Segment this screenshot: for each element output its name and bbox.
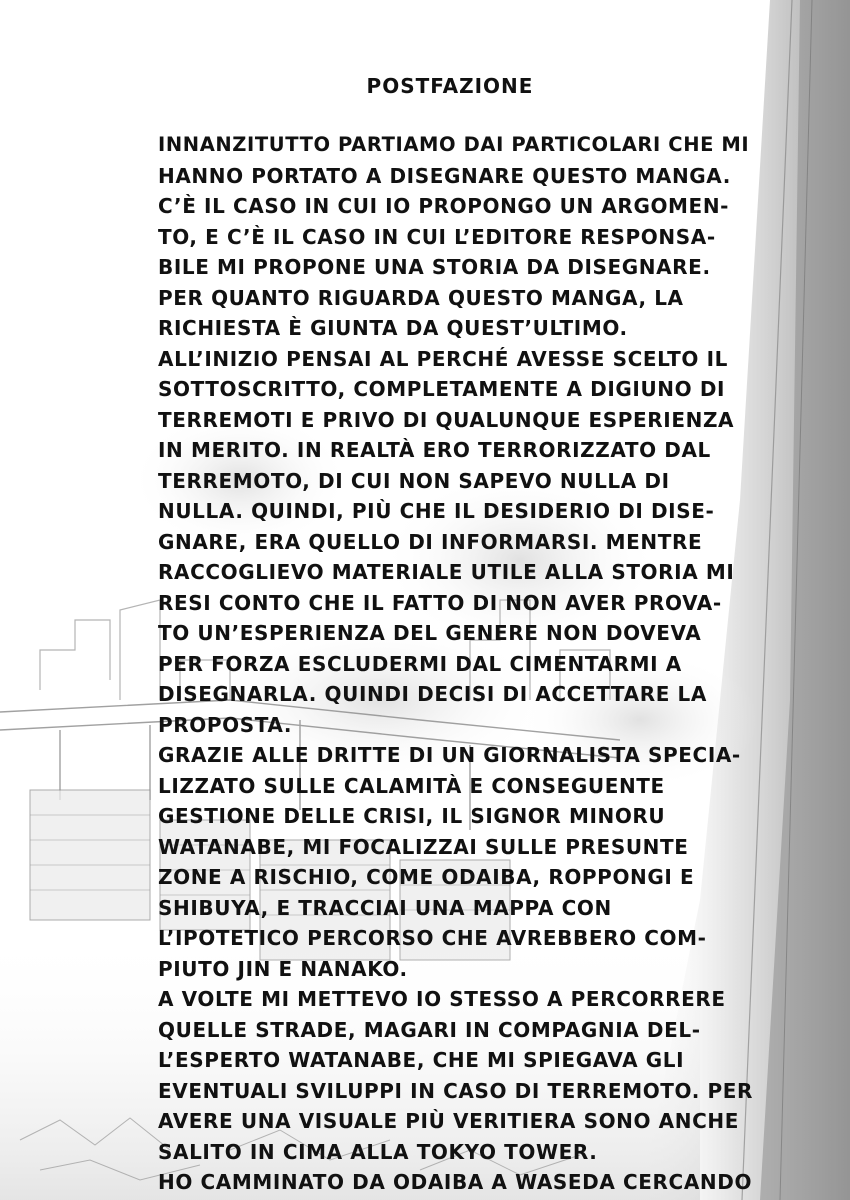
afterword-text xyxy=(158,130,758,1198)
text-line: BILE MI PROPONE UNA STORIA DA DISEGNARE. xyxy=(158,255,711,279)
text-line: C’È IL CASO IN CUI IO PROPONGO UN ARGOMEN- xyxy=(158,194,730,218)
text-line: HANNO PORTATO A DISEGNARE QUESTO MANGA. xyxy=(158,163,731,188)
text-line: IN MERITO. IN REALTÀ ERO TERRORIZZATO DAL xyxy=(158,438,711,462)
text-line: NULLA. QUINDI, PIÙ CHE IL DESIDERIO DI DISE- xyxy=(158,499,715,523)
text-line: RACCOGLIEVO MATERIALE UTILE ALLA STORIA MI xyxy=(158,560,735,584)
text-line: L’IPOTETICO PERCORSO CHE AVREBBERO COM- xyxy=(158,926,707,950)
text-line: GESTIONE DELLE CRISI, IL SIGNOR MINORU xyxy=(158,804,666,828)
text-line: EVENTUALI SVILUPPI IN CASO DI TERREMOTO. PER xyxy=(158,1078,753,1103)
text-line: WATANABE, MI FOCALIZZAI SULLE PRESUNTE xyxy=(158,834,689,859)
text-line: SALITO IN CIMA ALLA TOKYO TOWER. xyxy=(158,1139,598,1164)
text-line: PER QUANTO RIGUARDA QUESTO MANGA, LA xyxy=(158,285,684,310)
text-line: AVERE UNA VISUALE PIÙ VERITIERA SONO ANCHE xyxy=(158,1109,739,1133)
text-line: INNANZITUTTO PARTIAMO DAI PARTICOLARI CHE MI xyxy=(158,133,750,156)
text-line: SOTTOSCRITTO, COMPLETAMENTE A DIGIUNO DI xyxy=(158,377,726,401)
text-line: DISEGNARLA. QUINDI DECISI DI ACCETTARE LA xyxy=(158,682,707,706)
text-line: TERREMOTO, DI CUI NON SAPEVO NULLA DI xyxy=(158,468,670,493)
text-line: ZONE A RISCHIO, COME ODAIBA, ROPPONGI E xyxy=(158,865,695,889)
text-line: PIUTO JIN E NANAKO. xyxy=(158,956,408,981)
text-line: ALL’INIZIO PENSAI AL PERCHÉ AVESSE SCELTO IL xyxy=(158,346,728,371)
text-line: HO CAMMINATO DA ODAIBA A WASEDA CERCANDO xyxy=(158,1170,753,1194)
text-line: TO, E C’È IL CASO IN CUI L’EDITORE RESPONSA- xyxy=(158,224,716,249)
text-line: QUELLE STRADE, MAGARI IN COMPAGNIA DEL- xyxy=(158,1017,701,1042)
text-line: TO UN’ESPERIENZA DEL GENERE NON DOVEVA xyxy=(158,621,702,645)
text-line: TERREMOTI E PRIVO DI QUALUNQUE ESPERIENZA xyxy=(158,407,735,432)
text-line: RESI CONTO CHE IL FATTO DI NON AVER PROVA- xyxy=(158,590,722,615)
text-line: PER FORZA ESCLUDERMI DAL CIMENTARMI A xyxy=(158,651,682,676)
text-line: LIZZATO SULLE CALAMITÀ E CONSEGUENTE xyxy=(158,773,665,798)
text-line: RICHIESTA È GIUNTA DA QUEST’ULTIMO. xyxy=(158,316,628,340)
text-line: L’ESPERTO WATANABE, CHE MI SPIEGAVA GLI xyxy=(158,1048,685,1072)
text-line: PROPOSTA. xyxy=(158,712,293,737)
text-line: A VOLTE MI METTEVO IO STESSO A PERCORRERE xyxy=(158,987,726,1011)
text-line: GNARE, ERA QUELLO DI INFORMARSI. MENTRE xyxy=(158,529,703,554)
text-line: SHIBUYA, E TRACCIAI UNA MAPPA CON xyxy=(158,895,612,920)
page-title: POSTFAZIONE xyxy=(366,74,534,98)
text-line: GRAZIE ALLE DRITTE DI UN GIORNALISTA SPECIA- xyxy=(158,743,741,767)
